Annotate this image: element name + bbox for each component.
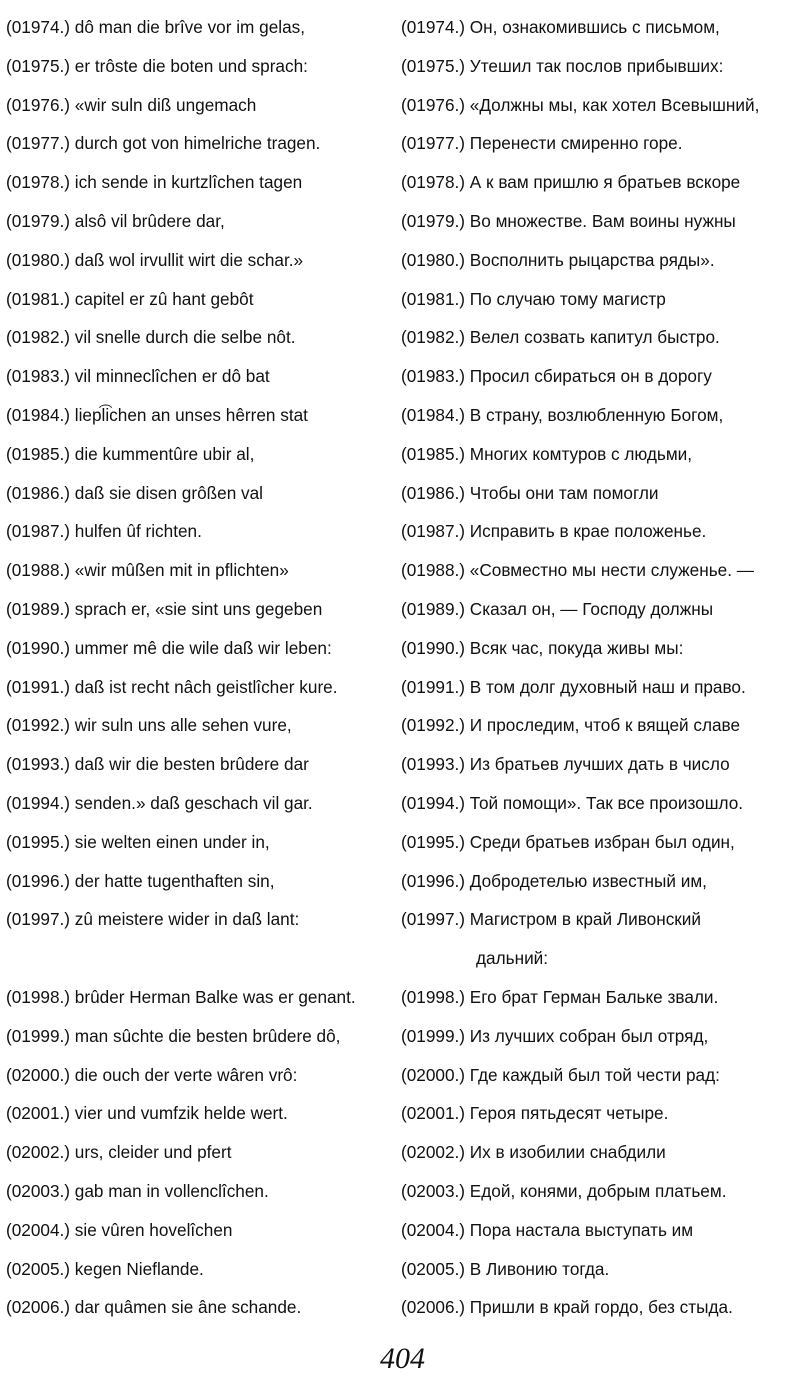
- russian-verse: [401, 745, 799, 784]
- german-verse: (01977.) durch got von himelriche tragen.: [6, 133, 321, 154]
- russian-verse: [401, 512, 799, 551]
- russian-verse: [401, 1211, 799, 1250]
- german-verse: (01974.) dô man die brîve vor im gelas,: [6, 17, 306, 37]
- verse-row: [6, 745, 799, 784]
- german-verse: (02001.) vier und vumfzik helde wert.: [6, 1103, 288, 1124]
- german-verse: (01987.) hulfen ûf richten.: [6, 521, 202, 542]
- verse-row: [6, 241, 799, 280]
- russian-verse: [401, 435, 799, 474]
- german-verse: (01979.) alsô vil brûdere dar,: [6, 210, 225, 231]
- verse-row: [6, 86, 799, 125]
- verse-row: [6, 1017, 799, 1056]
- russian-verse-text: (01982.) Велел созвать капитул быстро.: [401, 327, 720, 348]
- russian-verse-text: (01985.) Многих комтуров с людьми,: [401, 443, 693, 464]
- russian-verse: [401, 1017, 799, 1056]
- russian-verse-text: (01996.) Добродетелью известный им,: [401, 870, 707, 891]
- verse-row: [6, 862, 799, 901]
- german-verse: (01981.) capitel er zû hant gebôt: [6, 288, 254, 309]
- verse-row: [6, 1094, 799, 1133]
- russian-verse: [401, 900, 799, 978]
- verse-row: [6, 396, 799, 435]
- verse-row: [6, 474, 799, 513]
- verse-row: [6, 512, 799, 551]
- russian-verse: [401, 1172, 799, 1211]
- page-number: 404: [380, 1342, 425, 1375]
- russian-verse-text: (01994.) Той помощи». Так все произошло.: [401, 792, 744, 813]
- german-verse: (01982.) vil snelle durch die selbe nôt.: [6, 327, 296, 348]
- german-verse: (01980.) daß wol irvullit wirt die schar.»: [6, 249, 304, 270]
- russian-verse: [401, 280, 799, 319]
- russian-verse-text: (01974.) Он, ознакомившись с письмом,: [401, 17, 720, 37]
- verse-row: [6, 435, 799, 474]
- russian-verse-text: (01998.) Его брат Герман Бальке звали.: [401, 986, 719, 1007]
- verse-row: [6, 590, 799, 629]
- russian-verse: [401, 590, 799, 629]
- russian-verse-text: (01989.) Сказал он, — Господу должны: [401, 598, 714, 619]
- verse-row: [6, 1288, 799, 1327]
- russian-verse-text: (02000.) Где каждый был той чести рад:: [401, 1064, 720, 1085]
- russian-verse-text: (01987.) Исправить в крае положенье.: [401, 521, 707, 542]
- german-verse: (01988.) «wir mûßen mit in pflichten»: [6, 560, 289, 581]
- russian-verse: [401, 978, 799, 1017]
- russian-verse: [401, 396, 799, 435]
- russian-verse-text: (02002.) Их в изобилии снабдили: [401, 1142, 666, 1163]
- german-verse: (01983.) vil minneclîchen er dô bat: [6, 366, 270, 387]
- verse-row: [6, 1172, 799, 1211]
- german-verse: (01999.) man sûchte die besten brûdere dô,: [6, 1025, 341, 1046]
- russian-verse-text: (01980.) Восполнить рыцарства ряды».: [401, 249, 715, 270]
- russian-verse-text: (01984.) В страну, возлюбленную Богом,: [401, 404, 724, 425]
- german-verse: (01986.) daß sie disen grôßen val: [6, 482, 263, 503]
- verse-row: [6, 202, 799, 241]
- russian-verse: [401, 163, 799, 202]
- verse-row: [6, 1056, 799, 1095]
- russian-verse-text: (01988.) «Совместно мы нести служенье. —: [401, 560, 754, 581]
- verse-row: [6, 8, 799, 47]
- russian-verse: [401, 706, 799, 745]
- russian-verse: [401, 86, 799, 125]
- german-verse: (01985.) die kummentûre ubir al,: [6, 443, 255, 464]
- russian-verse-text: (01997.) Магистром в край Ливонский: [401, 909, 702, 930]
- russian-verse: [401, 862, 799, 901]
- german-verse: (01978.) ich sende in kurtzlîchen tagen: [6, 172, 303, 193]
- russian-verse-text: (01990.) Всяк час, покуда живы мы:: [401, 637, 684, 658]
- german-verse: (01991.) daß ist recht nâch geistlîcher kure.: [6, 676, 338, 697]
- verse-row: [6, 668, 799, 707]
- verse-row: [6, 163, 799, 202]
- german-verse: (01975.) er trôste die boten und sprach:: [6, 55, 308, 76]
- russian-verse-text: (01993.) Из братьев лучших дать в число: [401, 754, 730, 775]
- russian-verse: [401, 1288, 799, 1327]
- russian-verse: [401, 124, 799, 163]
- russian-verse-text: (01983.) Просил сбираться он в дорогу: [401, 366, 712, 387]
- german-verse: (01992.) wir suln uns alle sehen vure,: [6, 715, 292, 736]
- russian-verse: [401, 629, 799, 668]
- german-verse: (02004.) sie vûren hovelîchen: [6, 1219, 233, 1240]
- russian-verse: [401, 823, 799, 862]
- german-verse: (01989.) sprach er, «sie sint uns gegeben: [6, 598, 323, 619]
- verse-row: [6, 1250, 799, 1289]
- russian-verse-text: (01978.) А к вам пришлю я братьев вскоре: [401, 172, 741, 193]
- russian-verse: [401, 8, 799, 47]
- verse-row: [6, 280, 799, 319]
- russian-verse: [401, 202, 799, 241]
- german-verse: (01984.) liepl͡ichen an unses hêrren stat: [6, 404, 308, 425]
- verse-row: [6, 124, 799, 163]
- russian-verse-text: (01976.) «Должны мы, как хотел Всевышний,: [401, 94, 760, 115]
- verse-row: [6, 629, 799, 668]
- russian-verse-text: (01975.) Утешил так послов прибывших:: [401, 55, 724, 76]
- russian-verse: [401, 668, 799, 707]
- verse-row: [6, 706, 799, 745]
- german-verse: (01995.) sie welten einen under in,: [6, 831, 270, 852]
- russian-verse: [401, 1250, 799, 1289]
- verse-row: [6, 1211, 799, 1250]
- verse-row: [6, 1133, 799, 1172]
- verse-row: [6, 900, 799, 978]
- russian-verse: [401, 318, 799, 357]
- russian-verse-text: (02003.) Едой, конями, добрым платьем.: [401, 1180, 727, 1201]
- german-verse: (02000.) die ouch der verte wâren vrô:: [6, 1064, 298, 1085]
- verse-row: [6, 784, 799, 823]
- german-verse: (01993.) daß wir die besten brûdere dar: [6, 754, 309, 775]
- russian-verse-text: (02004.) Пора настала выступать им: [401, 1219, 694, 1240]
- german-verse: (02003.) gab man in vollenclîchen.: [6, 1180, 269, 1201]
- german-verse: (02006.) dar quâmen sie âne schande.: [6, 1297, 302, 1318]
- russian-verse-text: (01999.) Из лучших собран был отряд,: [401, 1025, 709, 1046]
- russian-verse: [401, 784, 799, 823]
- verse-row: [6, 318, 799, 357]
- russian-verse: [401, 1133, 799, 1172]
- verse-row: [6, 823, 799, 862]
- verse-row: [6, 978, 799, 1017]
- russian-verse-text: (01995.) Среди братьев избран был один,: [401, 831, 735, 852]
- german-verse: (01976.) «wir suln diß ungemach: [6, 94, 257, 115]
- russian-verse-text: (02001.) Героя пятьдесят четыре.: [401, 1103, 669, 1124]
- parallel-text: [6, 8, 799, 1327]
- german-verse: (01997.) zû meistere wider in daß lant:: [6, 909, 300, 930]
- russian-verse: [401, 47, 799, 86]
- russian-verse-text: (01981.) По случаю тому магистр: [401, 288, 666, 309]
- russian-verse: [401, 357, 799, 396]
- russian-verse: [401, 551, 799, 590]
- verse-row: [6, 551, 799, 590]
- german-verse: (02002.) urs, cleider und pfert: [6, 1142, 232, 1163]
- russian-verse-text: (01979.) Во множестве. Вам воины нужны: [401, 210, 736, 231]
- verse-row: [6, 357, 799, 396]
- russian-verse-text: (02005.) В Ливонию тогда.: [401, 1258, 610, 1279]
- russian-verse-text: (01977.) Перенести смиренно горе.: [401, 133, 683, 154]
- german-verse: (01990.) ummer mê die wile daß wir leben:: [6, 637, 332, 658]
- russian-verse-text: (01986.) Чтобы они там помогли: [401, 482, 659, 503]
- russian-verse: [401, 1056, 799, 1095]
- russian-verse-text: (02006.) Пришли в край гордо, без стыда.: [401, 1297, 733, 1318]
- russian-verse: [401, 241, 799, 280]
- german-verse: (01994.) senden.» daß geschach vil gar.: [6, 792, 313, 813]
- german-verse: (01998.) brûder Herman Balke was er genant.: [6, 986, 356, 1007]
- russian-verse-continuation: дальний:: [476, 948, 549, 969]
- russian-verse: [401, 474, 799, 513]
- russian-verse: [401, 1094, 799, 1133]
- verse-row: [6, 47, 799, 86]
- german-verse: (02005.) kegen Nieflande.: [6, 1258, 204, 1279]
- russian-verse-text: (01992.) И проследим, чтоб к вящей славе: [401, 715, 741, 736]
- russian-verse-text: (01991.) В том долг духовный наш и право.: [401, 676, 746, 697]
- german-verse: (01996.) der hatte tugenthaften sin,: [6, 870, 275, 891]
